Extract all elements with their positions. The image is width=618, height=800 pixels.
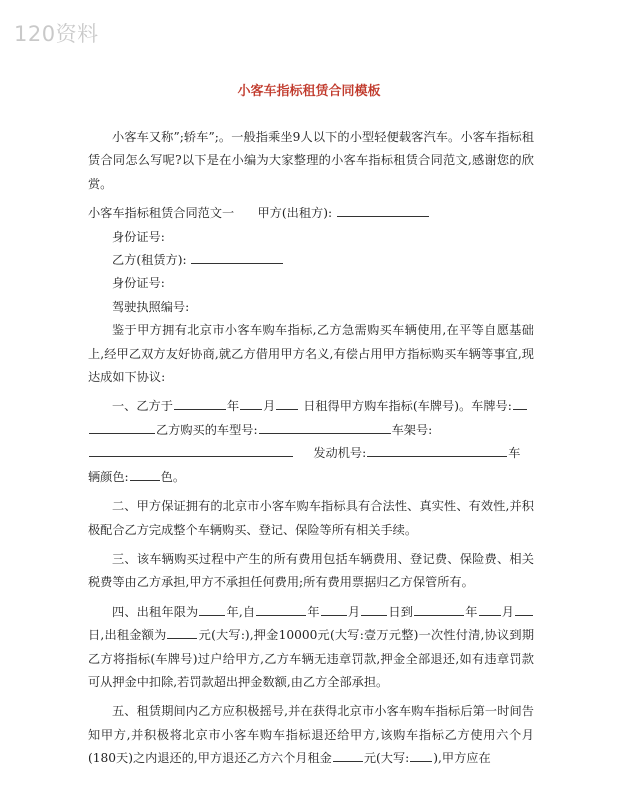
blank bbox=[240, 395, 262, 410]
blank bbox=[256, 601, 306, 616]
blank bbox=[361, 601, 387, 616]
blank bbox=[130, 466, 160, 481]
id-label-2: 身份证号: bbox=[112, 276, 165, 291]
blank bbox=[89, 419, 155, 434]
clause-1-text-j: 色。 bbox=[160, 469, 186, 484]
clause-4-text-g: 月 bbox=[501, 604, 515, 619]
clause-4-text-f: 年 bbox=[465, 604, 478, 619]
party-a-blank bbox=[337, 202, 429, 217]
clause-4-text-a: 四、出租年限为 bbox=[112, 604, 199, 619]
clause-3-paragraph: 三、该车辆购买过程中产生的所有费用包括车辆费用、登记费、保险费、相关税费等由乙方承担,甲方不承担任何费用;所有费用票据归乙方保管所有。 bbox=[88, 551, 534, 590]
blank bbox=[513, 395, 527, 410]
clause-1-line-1 bbox=[88, 395, 534, 418]
blank bbox=[515, 601, 533, 616]
blank bbox=[174, 395, 226, 410]
blank bbox=[89, 442, 293, 457]
license-line bbox=[88, 296, 534, 319]
clause-4-text-c: 年 bbox=[307, 604, 320, 619]
clause-1-line-4 bbox=[88, 466, 534, 489]
clause-4-paragraph bbox=[88, 601, 534, 695]
clause-1-text-g: 发动机号: bbox=[313, 446, 367, 461]
blank bbox=[479, 601, 501, 616]
party-b-label: 乙方(租赁方): bbox=[112, 253, 187, 268]
clause-4-text-i: 元(大写:),押金10000元(大写:壹万元整)一次性付清,协议到期乙方将指标(车牌号)过户给甲方,乙方车辆无违章罚款,押金全部退还,如有违章罚款可从押金中扣除,若罚款超出押金数额,由乙方全部承担。 bbox=[88, 628, 535, 689]
party-b-blank bbox=[191, 249, 283, 264]
clause-5-text-c: ),甲方应在 bbox=[433, 751, 491, 766]
clause-5-text-a: 五、租赁期间内乙方应积极摇号,并在获得北京市小客车购车指标后第一时间告知甲方,并积极将北京市小客车购车指标退还给甲方,该购车指标乙方使用六个月(180天)之内退还的,甲方退还乙方六个月租金 bbox=[88, 704, 534, 766]
document-body bbox=[88, 126, 534, 771]
clause-4-text-b: 年,自 bbox=[226, 604, 256, 619]
clause-1-text-a: 一、乙方于 bbox=[112, 399, 173, 414]
preamble-paragraph: 鉴于甲方拥有北京市小客车购车指标,乙方急需购买车辆使用,在平等自愿基础上,经甲乙双方友好协商,就乙方借用甲方名义,有偿占用甲方指标购买车辆等事宜,现达成如下协议: bbox=[88, 323, 534, 385]
blank bbox=[199, 601, 225, 616]
intro-paragraph: 小客车又称”;轿车”;。一般指乘坐9人以下的小型轻便载客汽车。小客车指标租赁合同怎么写呢?以下是在小编为大家整理的小客车指标租赁合同范文,感谢您的欣赏。 bbox=[88, 130, 534, 191]
clause-4-text-d: 月 bbox=[347, 604, 361, 619]
blank bbox=[333, 747, 363, 762]
watermark: 120资料 bbox=[14, 22, 99, 46]
license-label: 驾驶执照编号: bbox=[112, 299, 190, 314]
clause-1-text-h: 车 bbox=[508, 446, 521, 461]
id-line-2 bbox=[88, 272, 534, 295]
clause-1-text-c: 月 bbox=[263, 399, 276, 414]
clause-1-line-3 bbox=[88, 442, 534, 465]
clause-5-paragraph bbox=[88, 700, 534, 770]
clause-2-paragraph: 二、甲方保证拥有的北京市小客车购车指标具有合法性、真实性、有效性,并积极配合乙方完成整个车辆购买、登记、保险等所有相关手续。 bbox=[88, 499, 534, 537]
id-line bbox=[88, 226, 534, 249]
clause-1-text-i: 辆颜色: bbox=[88, 469, 129, 484]
page-title: 小客车指标租赁合同模板 bbox=[237, 84, 381, 99]
blank bbox=[259, 419, 391, 434]
party-b-line bbox=[88, 249, 534, 272]
blank bbox=[276, 395, 298, 410]
clause-4-text-h: 日,出租金额为 bbox=[88, 628, 167, 643]
blank bbox=[414, 601, 464, 616]
blank bbox=[167, 624, 197, 639]
clause-4-text-e: 日到 bbox=[388, 604, 414, 619]
blank bbox=[410, 747, 432, 762]
party-a-line bbox=[88, 202, 534, 225]
clause-1-text-f: 车架号: bbox=[391, 422, 433, 437]
sample-label: 小客车指标租赁合同范文一 bbox=[88, 206, 235, 221]
clause-1-line-2 bbox=[88, 419, 534, 442]
clause-1-text-d: 日租得甲方购车指标(车牌号)。车牌号: bbox=[303, 399, 512, 414]
clause-1-text-b: 年 bbox=[226, 399, 240, 414]
clause-1-text-e: 乙方购买的车型号: bbox=[156, 422, 258, 437]
party-a-label: 甲方(出租方): bbox=[257, 206, 333, 221]
id-label: 身份证号: bbox=[112, 229, 165, 244]
blank bbox=[321, 601, 347, 616]
blank bbox=[367, 442, 507, 457]
clause-5-text-b: 元(大写: bbox=[363, 751, 410, 766]
